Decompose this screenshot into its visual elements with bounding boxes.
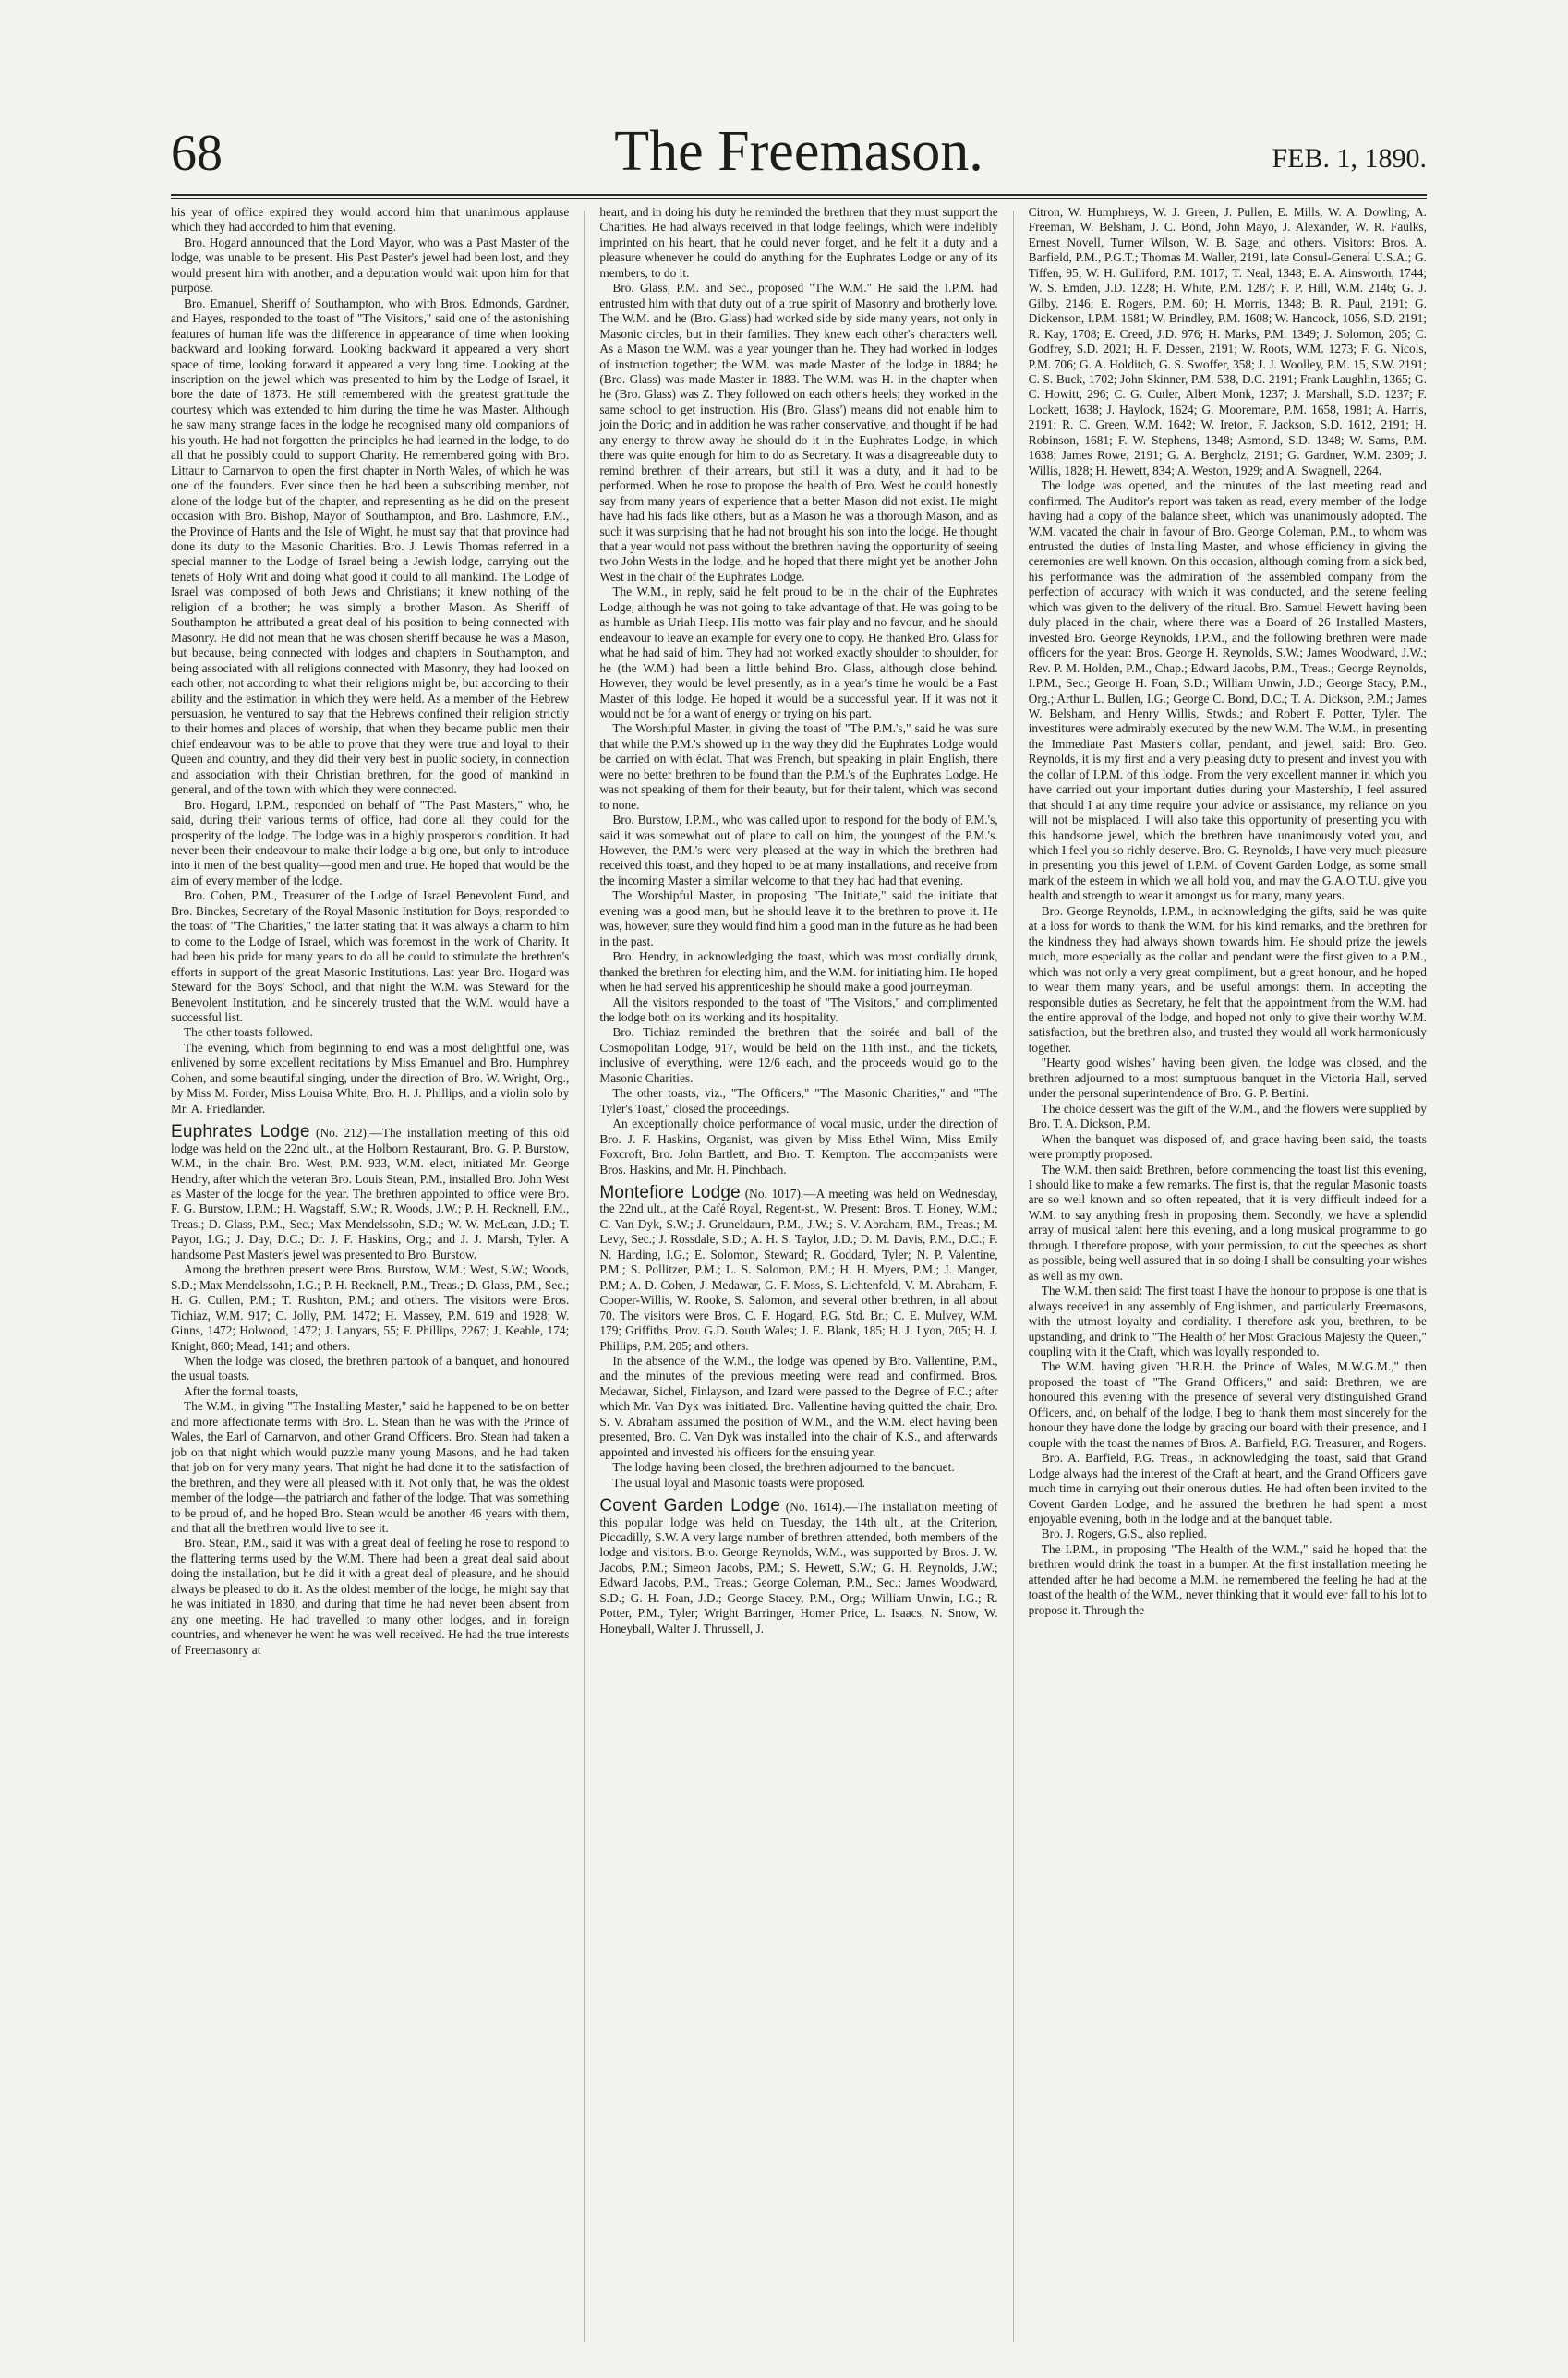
paragraph: Bro. Burstow, I.P.M., who was called upon to respond for the body of P.M.'s, said it was somewhat out of place to call on him, the youngest of the P.M.'s. However, the P.M.'s were very pleased at the way in which the brethren had received this toast, and they hoped to be at many installations, and receive from the incoming Master a similar welcome to that they had had that evening. xyxy=(599,813,998,887)
paragraph: The other toasts, viz., "The Officers," "The Masonic Charities," and "The Tyler's Toast," closed the proceedings. xyxy=(599,1086,998,1116)
paragraph: Bro. Hendry, in acknowledging the toast, which was most cordially drunk, thanked the brethren for electing him, and the W.M. for initiating him. He hoped when he had served his apprenticeship he should make a good journeyman. xyxy=(599,949,998,995)
paragraph: Bro. Hogard, I.P.M., responded on behalf of "The Past Masters," who, he said, during their various terms of office, had done all they could for the prosperity of the lodge. The lodge was in a highly prosperous condition. It had never been their endeavour to make their lodge a big one, but only to introduce into it men of the best quality—good men and true. He hoped that would be the aim of every member of the lodge. xyxy=(171,797,570,887)
paragraph: The I.P.M., in proposing "The Health of the W.M.," said he hoped that the brethren would drink the toast in a bumper. At the first installation meeting he attended after he had become a M.M. he remembered the feeling he had at the toast of the health of the W.M., never thinking that it would ever fall to his lot to propose it. Through the xyxy=(1028,1541,1427,1617)
paragraph: The Worshipful Master, in giving the toast of "The P.M.'s," said he was sure that while the P.M.'s showed up in the way they did the Euphrates Lodge would be carried on with éclat. That was French, but speaking in plain English, there were no better brethren to be found than the P.M.'s of the Euphrates Lodge. He was not speaking of them for their beauty, but for their talent, which was second to none. xyxy=(599,721,998,812)
column-3 xyxy=(1029,205,1427,2348)
lodge-report-heading xyxy=(599,1183,998,1354)
paragraph: The W.M., in reply, said he felt proud to be in the chair of the Euphrates Lodge, although he was not going to take advantage of that. He was going to be as humble as Uriah Heep. His motto was fair play and no favour, and he should endeavour to leave an example for every one to copy. He thanked Bro. Glass for what he had said of him. They had not worked exactly shoulder to shoulder, for he (the W.M.) had been a little behind Bro. Glass, although close behind. However, they would be level presently, as in a year's time he would be a Past Master of this lodge. He hoped it would be a successful year. If it was not it would not be for a want of energy or trying on his part. xyxy=(599,585,998,720)
paragraph: After the formal toasts, xyxy=(184,1383,299,1398)
paragraph: All the visitors responded to the toast of "The Visitors," and complimented the lodge both on its working and its hospitality. xyxy=(599,995,998,1025)
lodge-name: Euphrates Lodge xyxy=(171,1122,310,1142)
paragraph: Bro. Hogard announced that the Lord Mayor, who was a Past Master of the lodge, was unable to be present. His Past Paster's jewel had been lost, and they would present him with another, and a deputation would wait upon him for that purpose. xyxy=(171,235,570,296)
paragraph: When the lodge was closed, the brethren partook of a banquet, and honoured the usual toasts. xyxy=(171,1353,570,1383)
lodge-number: (No. 1017). xyxy=(744,1187,804,1201)
masthead xyxy=(171,118,1427,196)
paragraph: The lodge having been closed, the brethren adjourned to the banquet. xyxy=(612,1460,955,1475)
column-rule xyxy=(584,211,585,2342)
page-number: 68 xyxy=(171,125,223,182)
paragraph: Bro. Glass, P.M. and Sec., proposed "The W.M." He said the I.P.M. had entrusted him with that duty out of a true spirit of Masonry and brotherly love. The W.M. and he (Bro. Glass) had worked side by side many years, not only in Masonic circles, but in their families. They knew each other's characters well. As a Mason the W.M. was a year younger than he. They had worked in lodges of instruction together; the W.M. was made Master of the lodge in 1884; he (Bro. Glass) was made Master in 1883. The W.M. was H. in the chapter when he (Bro. Glass) was Z. They followed on each other's heels; they worked in the same school to get instruction. His (Bro. Glass') means did not enable him to join the Doric; and in addition he was rather conservative, and thought if he had any energy to throw away he should do it in the Euphrates Lodge, in which there was quite enough for him to do as Secretary. It was a disagreeable duty to remind brethren of their arrears, but still it was a duty, and it had to be performed. When he rose to propose the health of Bro. West he could honestly say from many years of experience that a better Mason did not exist. He might have had his fads like others, but as a Mason he was a thorough Mason, and as such it was surprising that he had not brought his son into the lodge. He thought that a year would not pass without the brethren having the opportunity of seeing two John Wests in the lodge, and he hoped that there might yet be another John West in the chair of the Euphrates Lodge. xyxy=(599,281,998,584)
column-1 xyxy=(171,205,569,2348)
paragraph: The choice dessert was the gift of the W.M., and the flowers were supplied by Bro. T. A. Dickson, P.M. xyxy=(1028,1101,1427,1131)
paragraph: The W.M. having given "H.R.H. the Prince of Wales, M.W.G.M.," then proposed the toast of "The Grand Officers," and said: Brethren, we are honoured this evening with the presence of several very distinguished Grand Officers, and, on behalf of the lodge, I beg to thank them most sincerely for the honour they have done the lodge by gracing our board with their presence, and I couple with the toast the names of Bros. A. Barfield, P.G. Treasurer, and Rogers. xyxy=(1028,1359,1427,1450)
column-rule xyxy=(1013,211,1014,2342)
paragraph: Bro. J. Rogers, G.S., also replied. xyxy=(1041,1527,1207,1541)
lodge-number: (No. 212). xyxy=(316,1126,370,1141)
issue-date: FEB. 1, 1890. xyxy=(1272,143,1427,174)
paragraph: The other toasts followed. xyxy=(184,1025,313,1040)
paragraph: Citron, W. Humphreys, W. J. Green, J. Pullen, E. Mills, W. A. Dowling, A. Freeman, W. Belsham, J. C. Bond, John Mayo, J. Alexander, W. R. Faulks, Ernest Novell, Turner Wilson, W. B. Sage, and others. Visitors: Bros. A. Barfield, P.M., P.G.T.; Thomas M. Waller, 2191, late Consul-General U.S.A.; G. Tiffen, 95; W. H. Gulliford, P.M. 1017; T. Neal, 1348; E. A. Ainsworth, 1744; W. S. Emden, J.D. 1228; H. White, P.M. 1287; F. P. Hill, W.M. 2146; G. J. Gilby, 2146; E. Rogers, P.M. 60; H. Morris, 1348; B. R. Paul, 2191; G. Dickenson, I.P.M. 1681; W. Brindley, P.M. 1608; W. Hancock, 1056, S.D. 2191; R. Kay, 1708; E. Creed, J.D. 976; H. Marks, P.M. 1349; J. Solomon, 205; C. Godfrey, S.D. 2021; H. F. Dessen, 2191; W. Roots, W.M. 1273; F. G. Nicols, P.M. 706; G. A. Holditch, G. S. Swoffer, 358; J. J. Woolley, P.M. 15, S.W. 2191; C. S. Buck, 1702; John Skinner, P.M. 538, D.C. 2191; Frank Laughlin, 1365; G. C. Howitt, 296; C. G. Cutler, Albert Monk, 1237; J. Marshall, S.D. 1237; F. Lockett, 1638; J. Haylock, 1624; G. Mooremare, P.M. 1658, 1981; A. Harris, 2191; R. C. Green, W.M. 1642; W. Ireton, F. Jackson, S.D. 1612, 2191; H. Robinson, 1681; F. W. Stephens, 1348; Asmond, S.D. 1348; W. Sams, P.M. 1638; James Rowe, 2191; G. A. Bergholz, 2191; G. Gardner, W.M. 2309; J. Willis, 1828; H. Hewett, 834; A. Weston, 1929; and A. Swagnell, 2264. xyxy=(1028,205,1427,477)
paragraph: Bro. Cohen, P.M., Treasurer of the Lodge of Israel Benevolent Fund, and Bro. Binckes, Secretary of the Royal Masonic Institution for Boys, responded to the toast of "The Charities," the latter stating that it was always a charm to him to come to the Lodge of Israel, which was foremost in the work of Charity. It had been his pride for many years to do all he could to stimulate the brethren's efforts in support of the great Masonic Institutions. Last year Bro. Hogard was Steward for the Boys' School, and that night the W.M. was Steward for the Benevolent Institution, and he sincerely trusted that the W.M. would have a successful list. xyxy=(171,888,570,1025)
paragraph: An exceptionally choice performance of vocal music, under the direction of Bro. J. F. Haskins, Organist, was given by Miss Ethel Winn, Miss Emily Foxcroft, Bro. John Bartlett, and Bro. T. Kempton. The accompanists were Bros. Haskins, and Mr. H. Pinchbach. xyxy=(599,1117,998,1177)
paragraph: When the banquet was disposed of, and grace having been said, the toasts were promptly proposed. xyxy=(1028,1131,1427,1162)
paragraph: Bro. A. Barfield, P.G. Treas., in acknowledging the toast, said that Grand Lodge always had the interest of the Craft at heart, and the Grand Officers gave much time in carrying out their onerous duties. He had often been invited to the Covent Garden Lodge, and he assured the brethren he had spent a most enjoyable evening, both in the lodge and at the banquet table. xyxy=(1028,1451,1427,1526)
article-columns xyxy=(171,205,1427,2348)
paragraph: "Hearty good wishes" having been given, the lodge was closed, and the brethren adjourned to a most sumptuous banquet in the Victoria Hall, served under the personal superintendence of Bro. G. P. Bertini. xyxy=(1028,1056,1427,1101)
paragraph: Bro. Stean, P.M., said it was with a great deal of feeling he rose to respond to the flattering terms used by the W.M. There had been a great deal said about doing the installation, but he did it with a great deal of pleasure, and he should always be pleased to do it. As the oldest member of the lodge, he might say that he was initiated in 1830, and during that time he had never been absent from any one meeting. He had travelled to many other lodges, and in foreign countries, and whenever he went he was well received. He had the true interests of Freemasonry at xyxy=(171,1536,570,1657)
column-2 xyxy=(599,205,997,2348)
paragraph: —The installation meeting of this popular lodge was held on Tuesday, the 14th ult., at the Criterion, Piccadilly, S.W. A very large number of brethren attended, both members of the lodge and visitors. Bro. George Reynolds, W.M., was supported by Bros. J. W. Jacobs, P.M.; Simeon Jacobs, P.M.; S. Hewett, S.W.; G. H. Reynolds, J.W.; Edward Jacobs, P.M., Treas.; George Coleman, P.M., Sec.; James Woodward, S.D.; G. H. Foan, J.D.; George Stacey, P.M., Org.; William Unwin, I.G.; R. Potter, P.M., Tyler; Wright Barringer, Homer Price, L. Isaacs, N. Snow, W. Honeyball, Walter J. Thrussell, J. xyxy=(599,1500,998,1636)
paragraph: Among the brethren present were Bros. Burstow, W.M.; West, S.W.; Woods, S.D.; Max Mendelssohn, I.G.; P. H. Recknell, P.M., Treas.; D. Glass, P.M., Sec.; H. G. Cullen, P.M.; T. Rushton, P.M.; and others. The visitors were Bros. Tichiaz, W.M. 917; C. Jolly, P.M. 1472; H. Massey, P.M. 619 and 1928; W. Ginns, 1472; Holwood, 1472; J. Lanyars, 55; F. Phillips, 2267; J. Keable, 174; Knight, 860; Mead, 141; and others. xyxy=(171,1262,570,1353)
paragraph: Bro. Emanuel, Sheriff of Southampton, who with Bros. Edmonds, Gardner, and Hayes, responded to the toast of "The Visitors," said one of the astonishing features of human life was the difference in appearance of time when looking backward and looking forward. Looking backward it appeared a very short space of time, looking forward it appeared a very long time. Looking at the inscription on the jewel which was presented to him by the Lodge of Israel, it bore the date of 1873. He still remembered with the greatest gratitude the courtesy which was extended to him during the time he was Master. Although he saw many strange faces in the lodge he recognised many old companions of his youth. He had not forgotten the principles he had learned in the lodge, to do all that he possibly could to support Charity. He remembered going with Bro. Littaur to Carnarvon to open the first chapter in North Wales, of which he was one of the founders. Ever since then he had been a subscribing member, not alone of the lodge but of the chapter, and representing as he did on the present occasion with Bro. Bishop, Mayor of Southampton, and Bro. Lashmore, P.M., the Province of Hants and the Isle of Wight, he must say that that province had done its duty to the Masonic Charities. Bro. J. Lewis Thomas referred in a special manner to the Lodge of Israel being a Jewish lodge, carrying out the tenets of Holy Writ and doing what good it could to all mankind. The Lodge of Israel was composed of both Jews and Christians; it knew nothing of the religion of a brother; he was simply a brother Mason. As Sheriff of Southampton he attributed a great deal of his position to being connected with Masonry. He did not mean that he was chosen sheriff because he was a Mason, but because, being connected with lodges and chapters in Southampton, and being associated with all religions connected with Masonry, they had looked on each other, not according to what their religions might be, but according to their ability and the estimation in which they were held. As a member of the Hebrew persuasion, he ventured to say that the Hebrews confined their religion strictly to their homes and places of worship, that when they became public men their chief endeavour was to be able to prove that they were true and loyal to their Queen and country, and they did their very best in public society, in connection and association with their Christian brethren, for the good of mankind in general, and of the town with which they were connected. xyxy=(171,296,570,797)
lodge-number: (No. 1614). xyxy=(785,1500,846,1515)
lodge-report-heading xyxy=(171,1122,570,1262)
paragraph: The W.M. then said: The first toast I have the honour to propose is one that is always received in any assembly of Englishmen, and particularly Freemasons, with the utmost loyalty and cordiality. I therefore ask you, brethren, to be upstanding, and drink to "The Health of her Most Gracious Majesty the Queen," coupling with it the Craft, which was loyally responded to. xyxy=(1028,1284,1427,1358)
paragraph: his year of office expired they would accord him that unanimous applause which they had accorded to him that evening. xyxy=(171,205,570,235)
paragraph: The W.M. then said: Brethren, before commencing the toast list this evening, I should like to make a few remarks. The first is, that the regular Masonic toasts are so well known and so often repeated, that it is very difficult indeed for a W.M. to say anything fresh in proposing them. Secondly, we have a splendid array of musical talent here this evening, and a long musical programme to go through. I therefore propose, with your permission, to cut the speeches as short as possible, being well assured that in so doing I shall be consulting your wishes as well as my own. xyxy=(1028,1162,1427,1283)
lodge-name: Covent Garden Lodge xyxy=(599,1496,780,1516)
paragraph: The usual loyal and Masonic toasts were proposed. xyxy=(612,1475,866,1490)
masthead-rule xyxy=(171,198,1427,199)
paragraph: —A meeting was held on Wednesday, the 22nd ult., at the Café Royal, Regent-st., W. Present: Bros. T. Honey, W.M.; C. Van Dyk, S.W.; J. Gruneldaum, P.M., J.W.; S. V. Abraham, P.M., Treas.; M. Levy, Sec.; J. Rossdale, S.D.; A. H. S. Taylor, J.D.; D. M. Davis, P.M., D.C.; F. N. Harding, I.G.; E. Solomon, Steward; R. Goddard, Tyler; N. P. Valentine, P.M.; S. Pollitzer, P.M.; L. S. Solomon, P.M.; H. H. Myers, P.M.; J. Manger, P.M.; A. D. Cohen, J. Medawar, G. F. Moss, S. Lichtenfeld, V. M. Abraham, F. Cooper-Willis, W. Rooke, S. Salomon, and several other brethren, in all about 70. The visitors were Bros. C. F. Hogard, P.G. Std. Br.; C. E. Mulvey, W.M. 179; Griffiths, Prov. G.D. South Wales; J. E. Blank, 185; H. J. Lyon, 205; H. J. Phillips, P.M. 205; and others. xyxy=(599,1187,998,1353)
newspaper-title: The Freemason. xyxy=(614,120,983,183)
paragraph: In the absence of the W.M., the lodge was opened by Bro. Vallentine, P.M., and the minutes of the previous meeting were read and confirmed. Bros. Medawar, Sichel, Finlayson, and Izard were passed to the Degree of F.C.; after which Mr. Van Dyk was initiated. Bro. Vallentine having quitted the chair, Bro. S. V. Abraham assumed the position of W.M., and the W.M. elect having been presented, Bro. C. Van Dyk was installed into the chair of K.S., and afterwards appointed and invested his officers for the ensuing year. xyxy=(599,1353,998,1459)
paragraph: The evening, which from beginning to end was a most delightful one, was enlivened by some excellent recitations by Miss Emanuel and Bro. Humphrey Cohen, and some beautiful singing, under the direction of Bro. W. Wright, Org., by Miss M. Forder, Miss Louisa White, Bro. H. J. Phillips, and a violin solo by Mr. A. Friedlander. xyxy=(171,1040,570,1116)
paragraph: The Worshipful Master, in proposing "The Initiate," said the initiate that evening was a good man, but he should leave it to the brethren to prove it. He was, however, sure they would find him a good man in the future as he had been in the past. xyxy=(599,888,998,948)
paragraph: The W.M., in giving "The Installing Master," said he happened to be on better and more affectionate terms with Bro. L. Stean than he was with the Prince of Wales, the Earl of Carnarvon, and other Grand Officers. Bro. Stean had taken a job on that night which would puzzle many young Masons, and he had taken that job on for very many years. That night he had done it to the satisfaction of the brethren, and they were all pleased with it. Not only that, he was the oldest member of the lodge—the patriarch and father of the lodge. That was something to be proud of, and he hoped Bro. Stean would be another 46 years with them, and that all the brethren would live to see it. xyxy=(171,1399,570,1535)
paragraph: —The installation meeting of this old lodge was held on the 22nd ult., at the Holborn Restaurant, Bro. G. P. Burstow, W.M., in the chair. Bro. West, P.M. 933, W.M. elect, initiated Mr. George Hendry, after which the veteran Bro. Louis Stean, P.M., installed Bro. John West as Master of the lodge for the year. The brethren appointed to office were Bro. F. G. Burstow, I.P.M.; H. Wagstaff, S.W.; R. Woods, J.W.; P. H. Recknell, P.M., Treas.; D. Glass, P.M., Sec.; Max Mendelssohn, S.D.; W. W. McLean, J.D.; T. Payor, I.G.; J. Day, D.C.; Dr. J. F. Haskins, Org.; and J. J. Marsh, Tyler. A handsome Past Master's jewel was presented to Bro. Burstow. xyxy=(171,1126,570,1261)
paragraph: The lodge was opened, and the minutes of the last meeting read and confirmed. The Auditor's report was taken as read, every member of the lodge having had a copy of the balance sheet, which was unanimously adopted. The W.M. vacated the chair in favour of Bro. George Coleman, P.M., to whom was entrusted the duties of Installing Master, and whose efficiency in giving the ceremonies are well known. On this occasion, although coming from a sick bed, his performance was the admiration of the assembled company from the perfection of accuracy with which it was conducted, and the serene feeling which was given to the delivery of the ritual. Bro. Samuel Hewett having been duly placed in the chair, where there was a Board of 26 Installed Masters, invested Bro. George Reynolds, I.P.M., and the following brethren were made officers for the year: Bros. George H. Reynolds, S.W.; James Woodward, J.W.; Rev. P. M. Holden, P.M., Chap.; Edward Jacobs, P.M., Treas.; George Reynolds, I.P.M., Sec.; George H. Foan, S.D.; William Unwin, J.D.; George Stacy, P.M., Org.; Arthur L. Bullen, I.G.; George C. Bond, D.C.; T. A. Dickson, P.M.; James W. Belsham, and Henry Willis, Stwds.; and Robert F. Potter, Tyler. The investitures were admirably executed by the new W.M. The W.M., in presenting the Immediate Past Master's collar, pendant, and jewel, said: Bro. Geo. Reynolds, it is my first and a very pleasing duty to present and invest you with the collar of I.P.M. of this lodge. From the very excellent manner in which you have carried out your important duties during your Mastership, I feel assured that should I at any time require your advice or assistance, my reliance on you will not be misplaced. I will also take this opportunity of presenting you with this handsome jewel, which the brethren have unanimously voted you, and which I feel you so richly deserve. Bro. G. Reynolds, I have very much pleasure in presenting you this jewel of I.P.M. of Covent Garden Lodge, as some small mark of the esteem in which we all hold you, and may the G.A.O.T.U. give you health and strength to wear it amongst us for many, many years. xyxy=(1028,478,1427,903)
paragraph: Bro. George Reynolds, I.P.M., in acknowledging the gifts, said he was quite at a loss for words to thank the W.M. for his kind remarks, and the brethren for the kindness they had always shown towards him. He should prize the jewels much, more especially as the collar and pendant were the first given to a P.M., which was not only a very great compliment, but a great honour, and he hoped to wear them many years, and be useful amongst them. In accepting the responsible duties as Secretary, he felt that the appointment from the W.M. had the entire approval of the lodge, and hoped not only to give their worthy W.M. satisfaction, but the brethren also, and trusted they would all work harmoniously together. xyxy=(1028,903,1427,1055)
lodge-name: Montefiore Lodge xyxy=(599,1183,741,1202)
lodge-report-heading xyxy=(599,1496,998,1636)
paragraph: Bro. Tichiaz reminded the brethren that the soirée and ball of the Cosmopolitan Lodge, 917, would be held on the 11th inst., and the tickets, inclusive of everything, were 12/6 each, and the proceeds would go to the Masonic Charities. xyxy=(599,1025,998,1085)
paragraph: heart, and in doing his duty he reminded the brethren that they must support the Charities. He had always received in that lodge feelings, which were indelibly imprinted on his heart, that he could never forget, and he felt it a duty and a pleasure whenever he could do anything for the Euphrates Lodge or any of its members, to do it. xyxy=(599,205,998,280)
